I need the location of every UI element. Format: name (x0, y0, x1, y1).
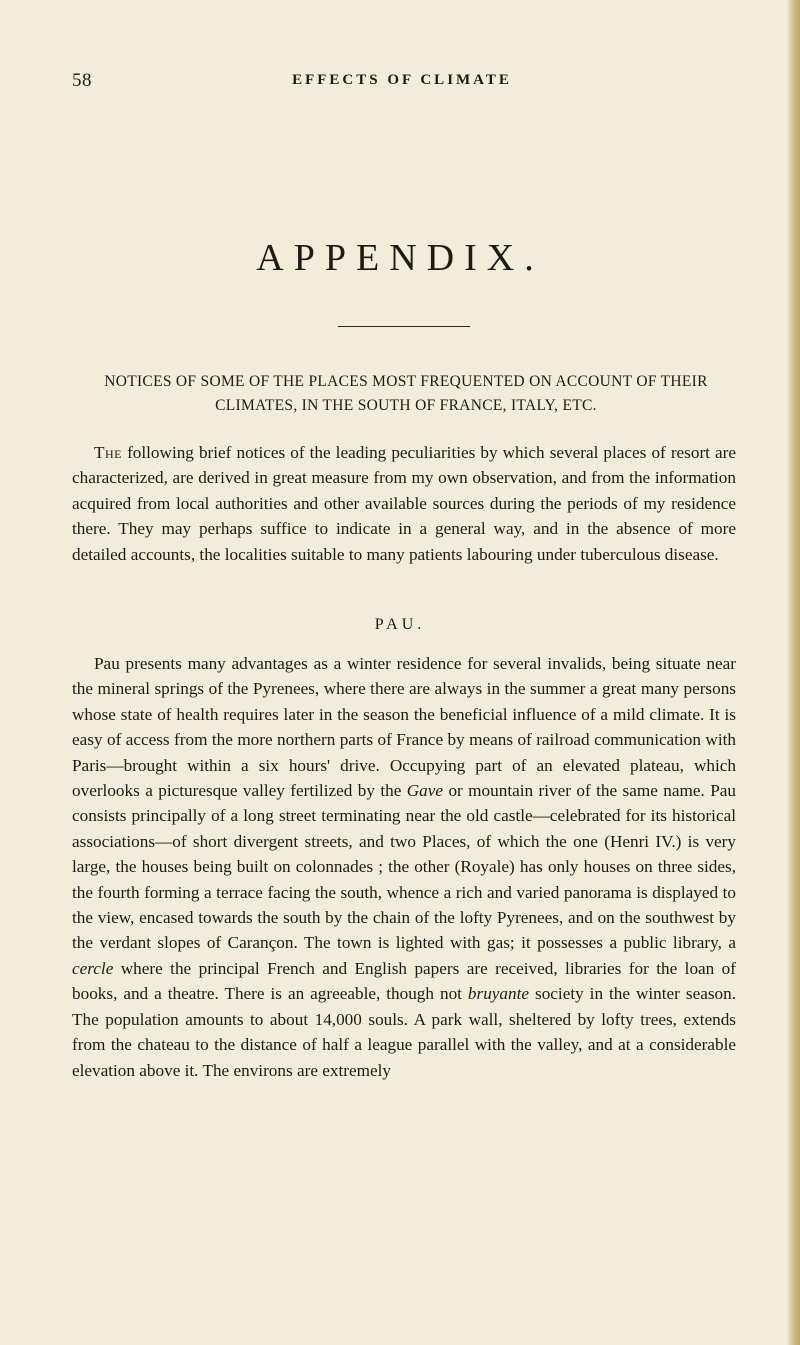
pau-text-3: where the principal French and English papers are received, libraries for the loan of books, and a theatre. There is an agreeable, though not (72, 958, 736, 1004)
appendix-subtitle: NOTICES OF SOME OF THE PLACES MOST FREQUENTED ON ACCOUNT OF THEIR CLIMATES, IN THE SOUTH OF FRANCE, ITALY, ETC. (104, 373, 708, 414)
pau-gave-italic: Gave (406, 781, 444, 801)
appendix-title: APPENDIX. (256, 237, 544, 279)
pau-text-2: or mountain river of the same name. Pau consists principally of a long street terminating near the old castle—celebrated for its historical associations—of short divergent streets, and two Places, of which the one (Henri IV.) is very large, the houses being built on colonnades ; the other (Royale) has only houses on three sides, the fourth forming a terrace facing the south, whence a rich and varied panorama is displayed to the view, encased towards the south by the chain of the lofty Pyrenees, and on the southwest by the verdant slopes of Carançon. The town is lighted with gas; it possesses a public library, a (72, 781, 736, 953)
pau-paragraph (72, 651, 736, 1083)
intro-lead-word: The (94, 443, 122, 462)
page-edge-shadow (786, 0, 800, 1345)
pau-text-1: Pau presents many advantages as a winter residence for several invalids, being situate near the mineral springs of the Pyrenees, where there are always in the summer a great many persons whose state of health requires later in the season the beneficial influence of a mild climate. It is easy of access from the more northern parts of France by means of railroad communication with Paris—brought within a six hours' drive. Occupying part of an elevated plateau, which overlooks a picturesque valley fertilized by the (72, 654, 736, 801)
page-header (72, 70, 732, 96)
running-head: EFFECTS OF CLIMATE (292, 72, 512, 88)
pau-text-4: society in the winter season. The population amounts to about 14,000 souls. A park wall, sheltered by lofty trees, extends from the chateau to the distance of half a league parallel with the valley, and at a considerable elevation above it. The environs are extremely (72, 984, 736, 1080)
page-number: 58 (72, 70, 92, 91)
pau-cercle-italic: cercle (72, 958, 114, 978)
pau-bruyante-italic: bruyante (467, 984, 530, 1004)
section-heading-pau: PAU. (374, 616, 426, 633)
intro-text: following brief notices of the leading peculiarities by which several places of resort are characterized, are derived in great measure from my own observation, and from the information acquired from local authorities and other available sources during the periods of my residence there. They may perhaps suffice to indicate in a general way, and in the absence of more detailed accounts, the localities suitable to many patients labouring under tuberculous disease. (72, 443, 736, 564)
intro-paragraph (72, 440, 736, 567)
title-rule (338, 326, 470, 327)
